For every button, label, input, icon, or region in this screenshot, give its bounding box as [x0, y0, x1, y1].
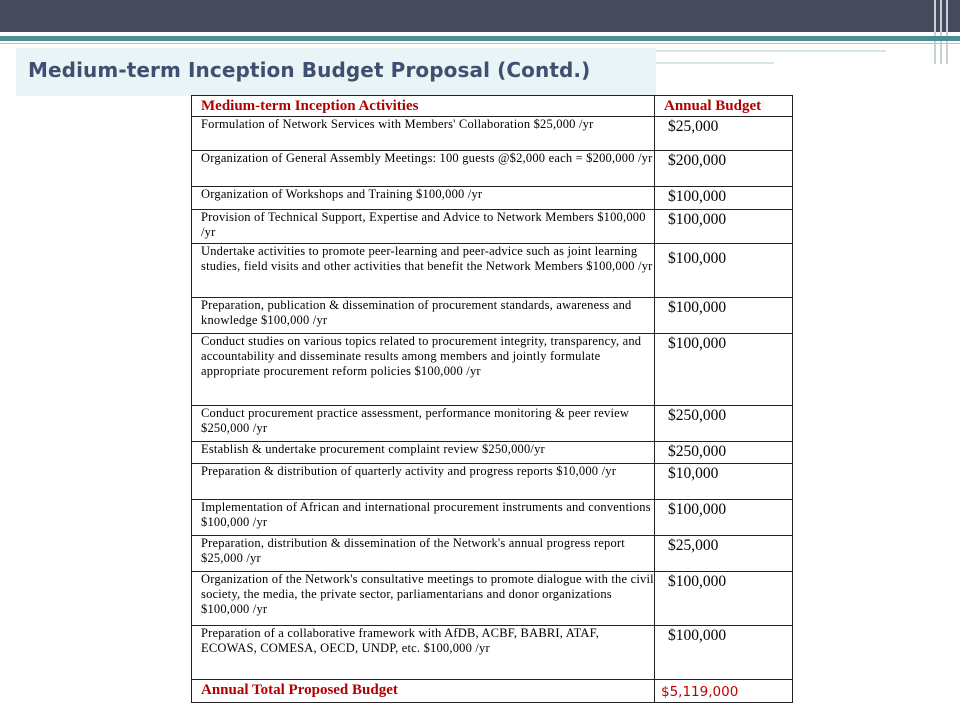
total-value: $5,119,000: [655, 680, 793, 703]
budget-cell: $100,000: [655, 500, 793, 536]
activity-cell: Preparation & distribution of quarterly activity and progress reports $10,000 /yr: [192, 464, 655, 500]
activity-cell: Implementation of African and international procurement instruments and conventions $100,000 /yr: [192, 500, 655, 536]
table-row: [192, 536, 793, 572]
budget-cell: $25,000: [655, 117, 793, 151]
table-row: [192, 572, 793, 626]
budget-cell: $100,000: [655, 334, 793, 406]
table-row: [192, 187, 793, 210]
activity-cell: Conduct studies on various topics related to procurement integrity, transparency, and accountability and disseminate results among members and jointly formulate appropriate procurement reform policies $100,000 /yr: [192, 334, 655, 406]
budget-cell: $10,000: [655, 464, 793, 500]
budget-cell: $100,000: [655, 210, 793, 244]
table-row: [192, 334, 793, 406]
activity-cell: Provision of Technical Support, Expertise and Advice to Network Members $100,000 /yr: [192, 210, 655, 244]
column-header-budget: Annual Budget: [655, 96, 793, 117]
table-row: [192, 442, 793, 464]
table-row: [192, 626, 793, 680]
activity-cell: Conduct procurement practice assessment, performance monitoring & peer review $250,000 /yr: [192, 406, 655, 442]
total-row: [192, 680, 793, 703]
teal-divider: [0, 36, 960, 41]
budget-table: [191, 95, 793, 703]
activity-cell: Preparation of a collaborative framework with AfDB, ACBF, BABRI, ATAF, ECOWAS, COMESA, OECD, UNDP, etc. $100,000 /yr: [192, 626, 655, 680]
activity-cell: Organization of General Assembly Meetings: 100 guests @$2,000 each = $200,000 /yr: [192, 151, 655, 187]
budget-cell: $250,000: [655, 406, 793, 442]
activity-cell: Preparation, distribution & dissemination of the Network's annual progress report $25,000 /yr: [192, 536, 655, 572]
budget-cell: $100,000: [655, 298, 793, 334]
activity-cell: Preparation, publication & dissemination of procurement standards, awareness and knowledge $100,000 /yr: [192, 298, 655, 334]
table-row: [192, 464, 793, 500]
activity-cell: Establish & undertake procurement complaint review $250,000/yr: [192, 442, 655, 464]
budget-cell: $100,000: [655, 244, 793, 298]
title-banner-edge: [656, 50, 886, 52]
table-row: [192, 298, 793, 334]
top-bar: [0, 0, 960, 32]
total-label: Annual Total Proposed Budget: [192, 680, 655, 703]
activity-cell: Formulation of Network Services with Members' Collaboration $25,000 /yr: [192, 117, 655, 151]
table-row: [192, 244, 793, 298]
table-row: [192, 406, 793, 442]
table-row: [192, 210, 793, 244]
budget-cell: $100,000: [655, 187, 793, 210]
budget-cell: $100,000: [655, 626, 793, 680]
page-title: Medium-term Inception Budget Proposal (Contd.): [28, 58, 591, 82]
activity-cell: Organization of Workshops and Training $100,000 /yr: [192, 187, 655, 210]
top-bar-accent: [946, 0, 948, 64]
table-header-row: [192, 96, 793, 117]
budget-cell: $25,000: [655, 536, 793, 572]
table-row: [192, 500, 793, 536]
budget-cell: $250,000: [655, 442, 793, 464]
top-bar-accent: [940, 0, 942, 64]
budget-cell: $200,000: [655, 151, 793, 187]
budget-cell: $100,000: [655, 572, 793, 626]
teal-divider-thin: [0, 43, 960, 44]
table-row: [192, 117, 793, 151]
top-bar-accent: [934, 0, 936, 64]
title-banner-edge: [656, 62, 774, 64]
activity-cell: Undertake activities to promote peer-learning and peer-advice such as joint learning studies, field visits and other activities that benefit the Network Members $100,000 /yr: [192, 244, 655, 298]
activity-cell: Organization of the Network's consultative meetings to promote dialogue with the civil society, the media, the private sector, parliamentarians and donor organizations $100,000 /yr: [192, 572, 655, 626]
column-header-activities: Medium-term Inception Activities: [192, 96, 655, 117]
table-row: [192, 151, 793, 187]
